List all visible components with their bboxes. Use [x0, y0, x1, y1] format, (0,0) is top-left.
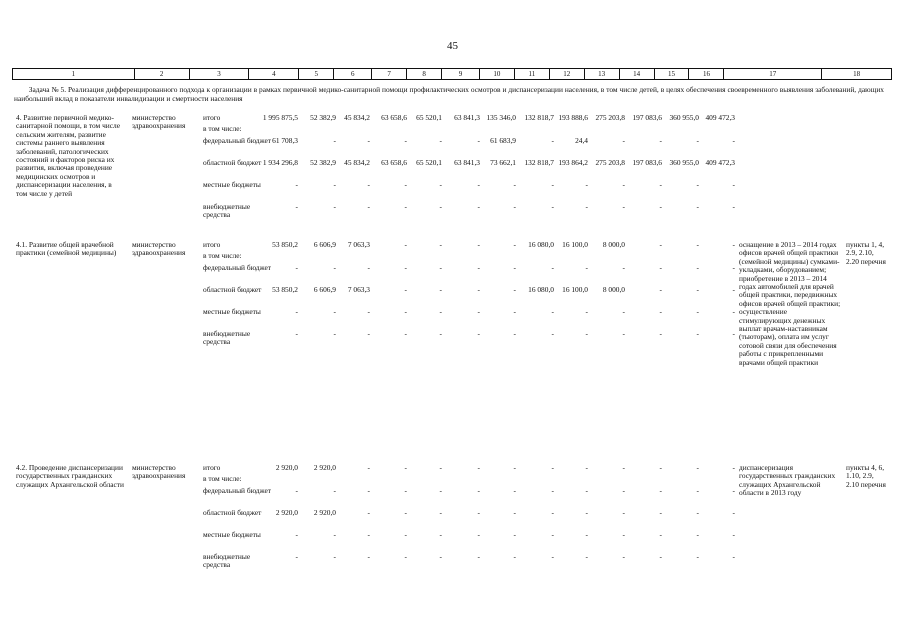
funding-value: - — [404, 285, 407, 294]
funding-value: - — [295, 202, 298, 211]
header-col-9: 9 — [442, 69, 480, 79]
task-heading: Задача № 5. Реализация дифференцированного подхода к организации в рамках первичной медико-санитарной помощи профилактических осмотров и диспансеризации населения, в том числе детей, в целях обеспечения своевременного выявления заболеваний, дающих наибольший вклад в показатели инвалидизации и смертности населения — [14, 85, 884, 103]
funding-value: - — [622, 508, 625, 517]
funding-value: 275 203,8 — [595, 113, 625, 122]
funding-value: 2 920,0 — [275, 508, 298, 517]
funding-value: - — [622, 180, 625, 189]
funding-value: - — [439, 263, 442, 272]
funding-value: - — [696, 136, 699, 145]
funding-value: - — [732, 486, 735, 495]
funding-value: 7 063,3 — [347, 285, 370, 294]
funding-value: - — [659, 263, 662, 272]
funding-value: 65 520,1 — [416, 158, 442, 167]
funding-value: - — [333, 329, 336, 338]
header-col-7: 7 — [372, 69, 407, 79]
funding-value: - — [477, 486, 480, 495]
funding-source-label: в том числе: — [203, 124, 242, 133]
funding-value: - — [513, 202, 516, 211]
funding-value: - — [585, 329, 588, 338]
funding-value: 61 708,3 — [272, 136, 298, 145]
funding-source-label: итого — [203, 463, 221, 472]
funding-value: - — [333, 307, 336, 316]
funding-value: 409 472,3 — [705, 113, 735, 122]
funding-value: - — [404, 307, 407, 316]
funding-value: - — [295, 552, 298, 561]
funding-value: - — [696, 463, 699, 472]
measure-name: 4. Развитие первичной медико-санитарной помощи, в том числе сельским жителям, развитие системы раннего выявления заболеваний, патологических состояний и факторов риска их развития, включая проведение медицинских осмотров и диспансеризации населения, в том числе у детей — [16, 113, 121, 198]
page-number: 45 — [447, 40, 458, 52]
header-col-6: 6 — [334, 69, 372, 79]
funding-value: - — [551, 136, 554, 145]
header-col-14: 14 — [620, 69, 655, 79]
funding-value: 2 920,0 — [313, 508, 336, 517]
funding-value: - — [477, 329, 480, 338]
funding-value: - — [696, 202, 699, 211]
funding-value: - — [404, 180, 407, 189]
funding-value: 16 080,0 — [528, 240, 554, 249]
funding-value: - — [477, 508, 480, 517]
funding-source-label: областной бюджет — [203, 508, 262, 517]
funding-value: 360 955,0 — [669, 113, 699, 122]
funding-value: - — [732, 285, 735, 294]
measure-name: 4.1. Развитие общей врачебной практики (семейной медицины) — [16, 240, 117, 258]
funding-value: - — [696, 240, 699, 249]
funding-value: - — [439, 486, 442, 495]
funding-value: - — [551, 180, 554, 189]
funding-value: - — [439, 329, 442, 338]
header-col-3: 3 — [190, 69, 250, 79]
funding-value: 52 382,9 — [310, 158, 336, 167]
measure-name: 4.2. Проведение диспансеризации государственных гражданских служащих Архангельской области — [16, 463, 124, 489]
funding-source-label: местные бюджеты — [203, 180, 261, 189]
funding-value: - — [696, 263, 699, 272]
funding-value: - — [367, 263, 370, 272]
funding-value: - — [404, 202, 407, 211]
funding-value: 16 100,0 — [562, 285, 588, 294]
funding-value: 73 662,1 — [490, 158, 516, 167]
funding-value: - — [295, 263, 298, 272]
funding-value: - — [551, 486, 554, 495]
funding-value: - — [333, 136, 336, 145]
funding-value: - — [659, 136, 662, 145]
funding-value: - — [696, 508, 699, 517]
funding-value: - — [439, 508, 442, 517]
funding-value: - — [295, 180, 298, 189]
funding-value: - — [551, 329, 554, 338]
funding-value: - — [696, 285, 699, 294]
funding-value: - — [295, 329, 298, 338]
funding-value: - — [367, 463, 370, 472]
funding-value: - — [439, 136, 442, 145]
funding-value: - — [622, 552, 625, 561]
funding-value: 63 841,3 — [454, 158, 480, 167]
funding-value: - — [404, 136, 407, 145]
funding-value: 2 920,0 — [275, 463, 298, 472]
funding-value: - — [732, 329, 735, 338]
funding-value: - — [367, 552, 370, 561]
funding-value: - — [622, 136, 625, 145]
funding-value: - — [513, 508, 516, 517]
funding-value: - — [622, 202, 625, 211]
funding-value: - — [333, 202, 336, 211]
funding-value: - — [333, 530, 336, 539]
funding-value: - — [732, 463, 735, 472]
funding-value: - — [367, 202, 370, 211]
funding-value: - — [659, 240, 662, 249]
header-col-8: 8 — [407, 69, 442, 79]
funding-value: - — [659, 508, 662, 517]
funding-value: - — [477, 552, 480, 561]
expected-result: диспансеризация государственных гражданских служащих Архангельской области в 2013 году — [739, 463, 836, 498]
funding-value: 193 888,6 — [558, 113, 588, 122]
header-col-12: 12 — [550, 69, 585, 79]
funding-value: 6 606,9 — [313, 285, 336, 294]
funding-value: - — [404, 508, 407, 517]
executor: министерство здравоохранения — [132, 113, 186, 131]
funding-value: - — [585, 552, 588, 561]
funding-value: - — [585, 486, 588, 495]
funding-value: - — [439, 240, 442, 249]
funding-value: - — [367, 136, 370, 145]
funding-value: - — [622, 486, 625, 495]
funding-source-label: итого — [203, 240, 221, 249]
funding-value: - — [333, 180, 336, 189]
funding-value: 63 658,6 — [381, 113, 407, 122]
funding-source-label: местные бюджеты — [203, 307, 261, 316]
funding-value: - — [513, 307, 516, 316]
funding-value: - — [367, 530, 370, 539]
funding-value: 197 083,6 — [632, 113, 662, 122]
funding-value: - — [439, 463, 442, 472]
funding-value: - — [439, 307, 442, 316]
funding-value: - — [477, 202, 480, 211]
funding-value: - — [404, 463, 407, 472]
funding-value: - — [333, 552, 336, 561]
funding-value: - — [659, 202, 662, 211]
funding-value: 16 100,0 — [562, 240, 588, 249]
funding-source-label: в том числе: — [203, 251, 242, 260]
funding-value: 24,4 — [575, 136, 588, 145]
funding-value: - — [404, 552, 407, 561]
header-col-10: 10 — [480, 69, 515, 79]
funding-value: - — [477, 285, 480, 294]
funding-value: - — [513, 329, 516, 338]
funding-value: 132 818,7 — [524, 113, 554, 122]
funding-value: - — [585, 202, 588, 211]
funding-value: - — [367, 486, 370, 495]
funding-value: - — [513, 530, 516, 539]
funding-value: - — [404, 486, 407, 495]
funding-value: - — [585, 307, 588, 316]
header-col-1: 1 — [13, 69, 135, 79]
funding-value: - — [732, 263, 735, 272]
funding-value: - — [585, 463, 588, 472]
funding-value: 8 000,0 — [602, 285, 625, 294]
funding-value: - — [439, 285, 442, 294]
funding-value: - — [404, 329, 407, 338]
funding-value: 52 382,9 — [310, 113, 336, 122]
funding-value: - — [513, 180, 516, 189]
funding-source-label: внебюджетные средства — [203, 552, 251, 570]
funding-value: 132 818,7 — [524, 158, 554, 167]
funding-source-label: федеральный бюджет — [203, 263, 272, 272]
header-col-5: 5 — [299, 69, 334, 79]
funding-value: - — [477, 180, 480, 189]
executor: министерство здравоохранения — [132, 463, 186, 481]
funding-value: - — [551, 552, 554, 561]
funding-value: - — [732, 552, 735, 561]
funding-value: - — [477, 263, 480, 272]
funding-value: - — [551, 530, 554, 539]
funding-value: - — [732, 240, 735, 249]
funding-value: - — [404, 240, 407, 249]
funding-value: - — [551, 263, 554, 272]
funding-value: - — [367, 508, 370, 517]
funding-value: - — [404, 530, 407, 539]
funding-source-label: федеральный бюджет — [203, 486, 272, 495]
funding-value: - — [513, 486, 516, 495]
funding-value: - — [439, 180, 442, 189]
funding-source-label: местные бюджеты — [203, 530, 261, 539]
funding-value: 1 934 296,8 — [262, 158, 298, 167]
funding-value: 275 203,8 — [595, 158, 625, 167]
funding-value: - — [585, 530, 588, 539]
funding-value: - — [732, 180, 735, 189]
funding-value: - — [659, 530, 662, 539]
funding-value: - — [333, 263, 336, 272]
funding-value: 65 520,1 — [416, 113, 442, 122]
funding-value: - — [659, 552, 662, 561]
funding-value: 193 864,2 — [558, 158, 588, 167]
header-col-11: 11 — [515, 69, 550, 79]
funding-value: 53 850,2 — [272, 240, 298, 249]
funding-value: - — [622, 530, 625, 539]
header-col-16: 16 — [689, 69, 724, 79]
funding-value: - — [696, 486, 699, 495]
funding-value: - — [659, 486, 662, 495]
funding-value: 1 995 875,5 — [262, 113, 298, 122]
funding-value: - — [696, 552, 699, 561]
funding-value: - — [732, 136, 735, 145]
funding-value: - — [477, 307, 480, 316]
funding-value: 61 683,9 — [490, 136, 516, 145]
funding-value: - — [477, 240, 480, 249]
reference-points: пункты 1, 4, 2.9, 2.10, 2.20 перечня — [846, 240, 886, 266]
funding-value: 16 080,0 — [528, 285, 554, 294]
funding-value: 135 346,0 — [486, 113, 516, 122]
funding-source-label: областной бюджет — [203, 158, 262, 167]
funding-source-label: в том числе: — [203, 474, 242, 483]
funding-value: 2 920,0 — [313, 463, 336, 472]
funding-value: - — [439, 202, 442, 211]
funding-value: - — [732, 307, 735, 316]
funding-value: - — [659, 180, 662, 189]
funding-value: - — [585, 263, 588, 272]
funding-value: 63 658,6 — [381, 158, 407, 167]
funding-value: 45 834,2 — [344, 113, 370, 122]
funding-value: - — [333, 486, 336, 495]
funding-value: - — [513, 552, 516, 561]
funding-value: 360 955,0 — [669, 158, 699, 167]
header-col-13: 13 — [585, 69, 620, 79]
funding-value: 409 472,3 — [705, 158, 735, 167]
funding-value: - — [439, 552, 442, 561]
funding-value: - — [477, 136, 480, 145]
funding-value: - — [477, 530, 480, 539]
funding-value: - — [513, 263, 516, 272]
executor: министерство здравоохранения — [132, 240, 186, 258]
expected-result: оснащение в 2013 – 2014 годах офисов врачей общей практики (семейной медицины) сумками-укладками, оборудованием; приобретение в 2013 – 2014 годах автомобилей для врачей общей практики, передвижных офисов врачей общей практики; осуществление стимулирующих денежных выплат врачам-наставникам (тьюторам), оплата им услуг сотовой связи для обеспечения работы с прикрепленными врачами общей практики — [739, 240, 841, 367]
funding-value: - — [295, 307, 298, 316]
funding-value: - — [732, 530, 735, 539]
funding-value: - — [732, 508, 735, 517]
funding-value: - — [585, 508, 588, 517]
funding-value: - — [439, 530, 442, 539]
funding-value: - — [367, 307, 370, 316]
funding-value: - — [513, 240, 516, 249]
funding-value: - — [696, 180, 699, 189]
funding-value: 6 606,9 — [313, 240, 336, 249]
funding-value: - — [659, 329, 662, 338]
funding-value: - — [732, 202, 735, 211]
funding-value: 45 834,2 — [344, 158, 370, 167]
funding-value: - — [513, 285, 516, 294]
funding-value: - — [404, 263, 407, 272]
funding-value: - — [513, 463, 516, 472]
funding-value: - — [696, 530, 699, 539]
funding-value: - — [477, 463, 480, 472]
funding-source-label: областной бюджет — [203, 285, 262, 294]
funding-source-label: федеральный бюджет — [203, 136, 272, 145]
header-col-18: 18 — [853, 70, 861, 78]
funding-value: - — [367, 180, 370, 189]
header-col-2: 2 — [135, 69, 190, 79]
funding-value: 63 841,3 — [454, 113, 480, 122]
funding-value: 7 063,3 — [347, 240, 370, 249]
funding-source-label: итого — [203, 113, 221, 122]
funding-value: - — [622, 263, 625, 272]
header-col-15: 15 — [655, 69, 690, 79]
funding-value: - — [622, 463, 625, 472]
funding-value: - — [295, 530, 298, 539]
funding-value: - — [696, 307, 699, 316]
funding-value: - — [659, 285, 662, 294]
funding-source-label: внебюджетные средства — [203, 329, 251, 347]
funding-value: - — [696, 329, 699, 338]
funding-value: - — [367, 329, 370, 338]
funding-value: 197 083,6 — [632, 158, 662, 167]
header-col-4: 4 — [249, 69, 299, 79]
funding-value: - — [551, 508, 554, 517]
funding-value: - — [551, 463, 554, 472]
header-col-17: 17 — [724, 69, 822, 79]
funding-value: - — [295, 486, 298, 495]
funding-value: - — [551, 307, 554, 316]
funding-value: - — [659, 463, 662, 472]
column-number-header — [12, 68, 892, 80]
funding-value: - — [585, 180, 588, 189]
funding-value: 8 000,0 — [602, 240, 625, 249]
funding-value: - — [622, 329, 625, 338]
funding-source-label: внебюджетные средства — [203, 202, 251, 220]
funding-value: - — [622, 307, 625, 316]
funding-value: - — [659, 307, 662, 316]
reference-points: пункты 4, 6, 1.10, 2.9, 2.10 перечня — [846, 463, 886, 489]
funding-value: 53 850,2 — [272, 285, 298, 294]
funding-value: - — [551, 202, 554, 211]
